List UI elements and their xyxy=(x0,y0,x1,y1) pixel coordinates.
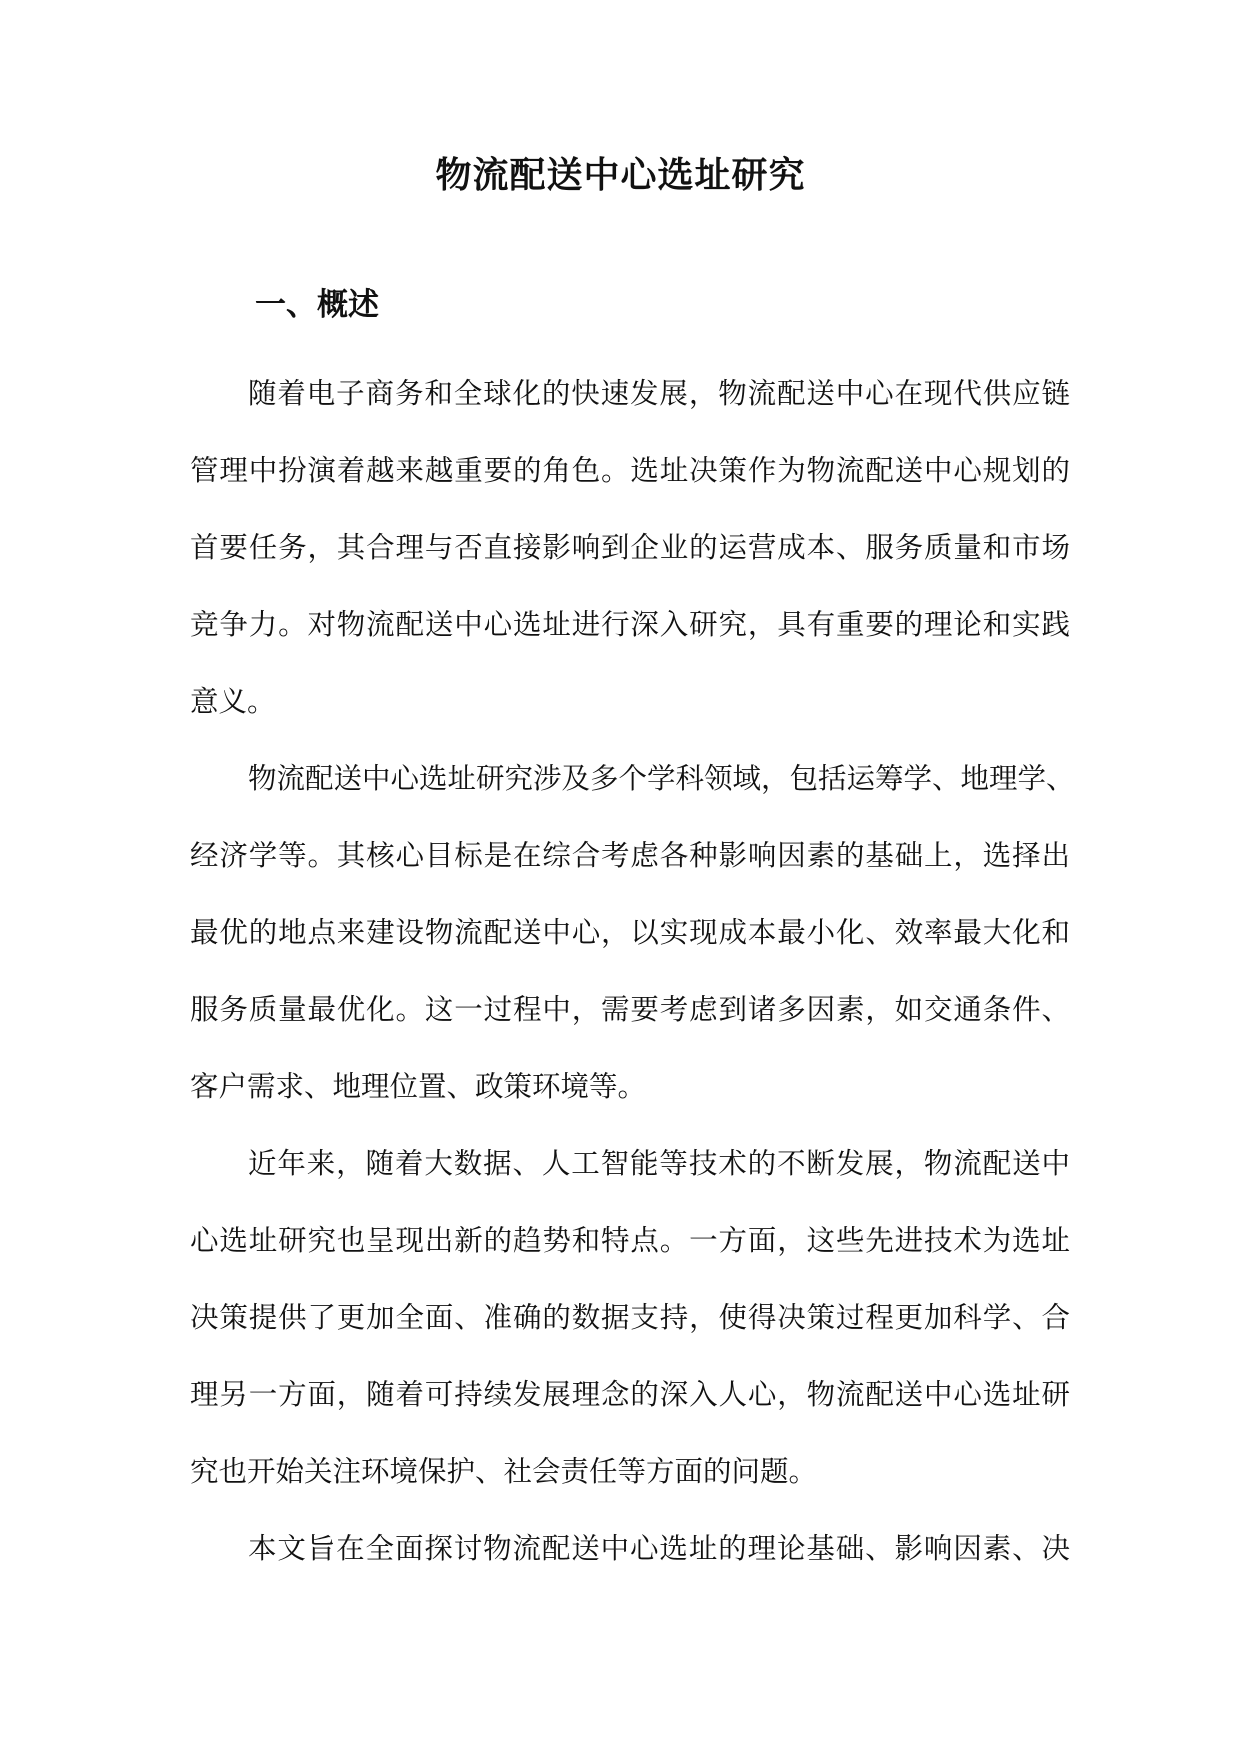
paragraph-line: 究也开始关注环境保护、社会责任等方面的问题。 xyxy=(190,1455,818,1488)
paragraph-line: 决策提供了更加全面、准确的数据支持，使得决策过程更加科学、合 xyxy=(190,1301,1070,1334)
paragraph-line: 本文旨在全面探讨物流配送中心选址的理论基础、影响因素、决 xyxy=(248,1532,1070,1565)
paragraph-line: 理另一方面，随着可持续发展理念的深入人心，物流配送中心选址研 xyxy=(190,1378,1070,1411)
paragraph-line: 经济学等。其核心目标是在综合考虑各种影响因素的基础上，选择出 xyxy=(190,839,1070,872)
paragraph-line: 最优的地点来建设物流配送中心，以实现成本最小化、效率最大化和 xyxy=(190,916,1070,949)
paragraph-line: 心选址研究也呈现出新的趋势和特点。一方面，这些先进技术为选址 xyxy=(190,1224,1070,1257)
paragraph-line: 近年来，随着大数据、人工智能等技术的不断发展，物流配送中 xyxy=(248,1147,1070,1180)
paragraph-line: 物流配送中心选址研究涉及多个学科领域，包括运筹学、地理学、 xyxy=(248,762,1075,795)
page-title: 物流配送中心选址研究 xyxy=(435,154,806,196)
paragraph-line: 服务质量最优化。这一过程中，需要考虑到诸多因素，如交通条件、 xyxy=(190,993,1070,1026)
body-text xyxy=(190,366,1075,1598)
paragraph-line: 管理中扮演着越来越重要的角色。选址决策作为物流配送中心规划的 xyxy=(190,454,1070,487)
paragraph-line: 随着电子商务和全球化的快速发展，物流配送中心在现代供应链 xyxy=(248,377,1070,410)
paragraph-line: 竞争力。对物流配送中心选址进行深入研究，具有重要的理论和实践 xyxy=(190,608,1070,641)
section-heading: 一、概述 xyxy=(255,287,379,323)
paragraph-line: 首要任务，其合理与否直接影响到企业的运营成本、服务质量和市场 xyxy=(190,531,1070,564)
paragraph-line: 客户需求、地理位置、政策环境等。 xyxy=(190,1070,647,1103)
paragraph-line: 意义。 xyxy=(190,685,276,718)
